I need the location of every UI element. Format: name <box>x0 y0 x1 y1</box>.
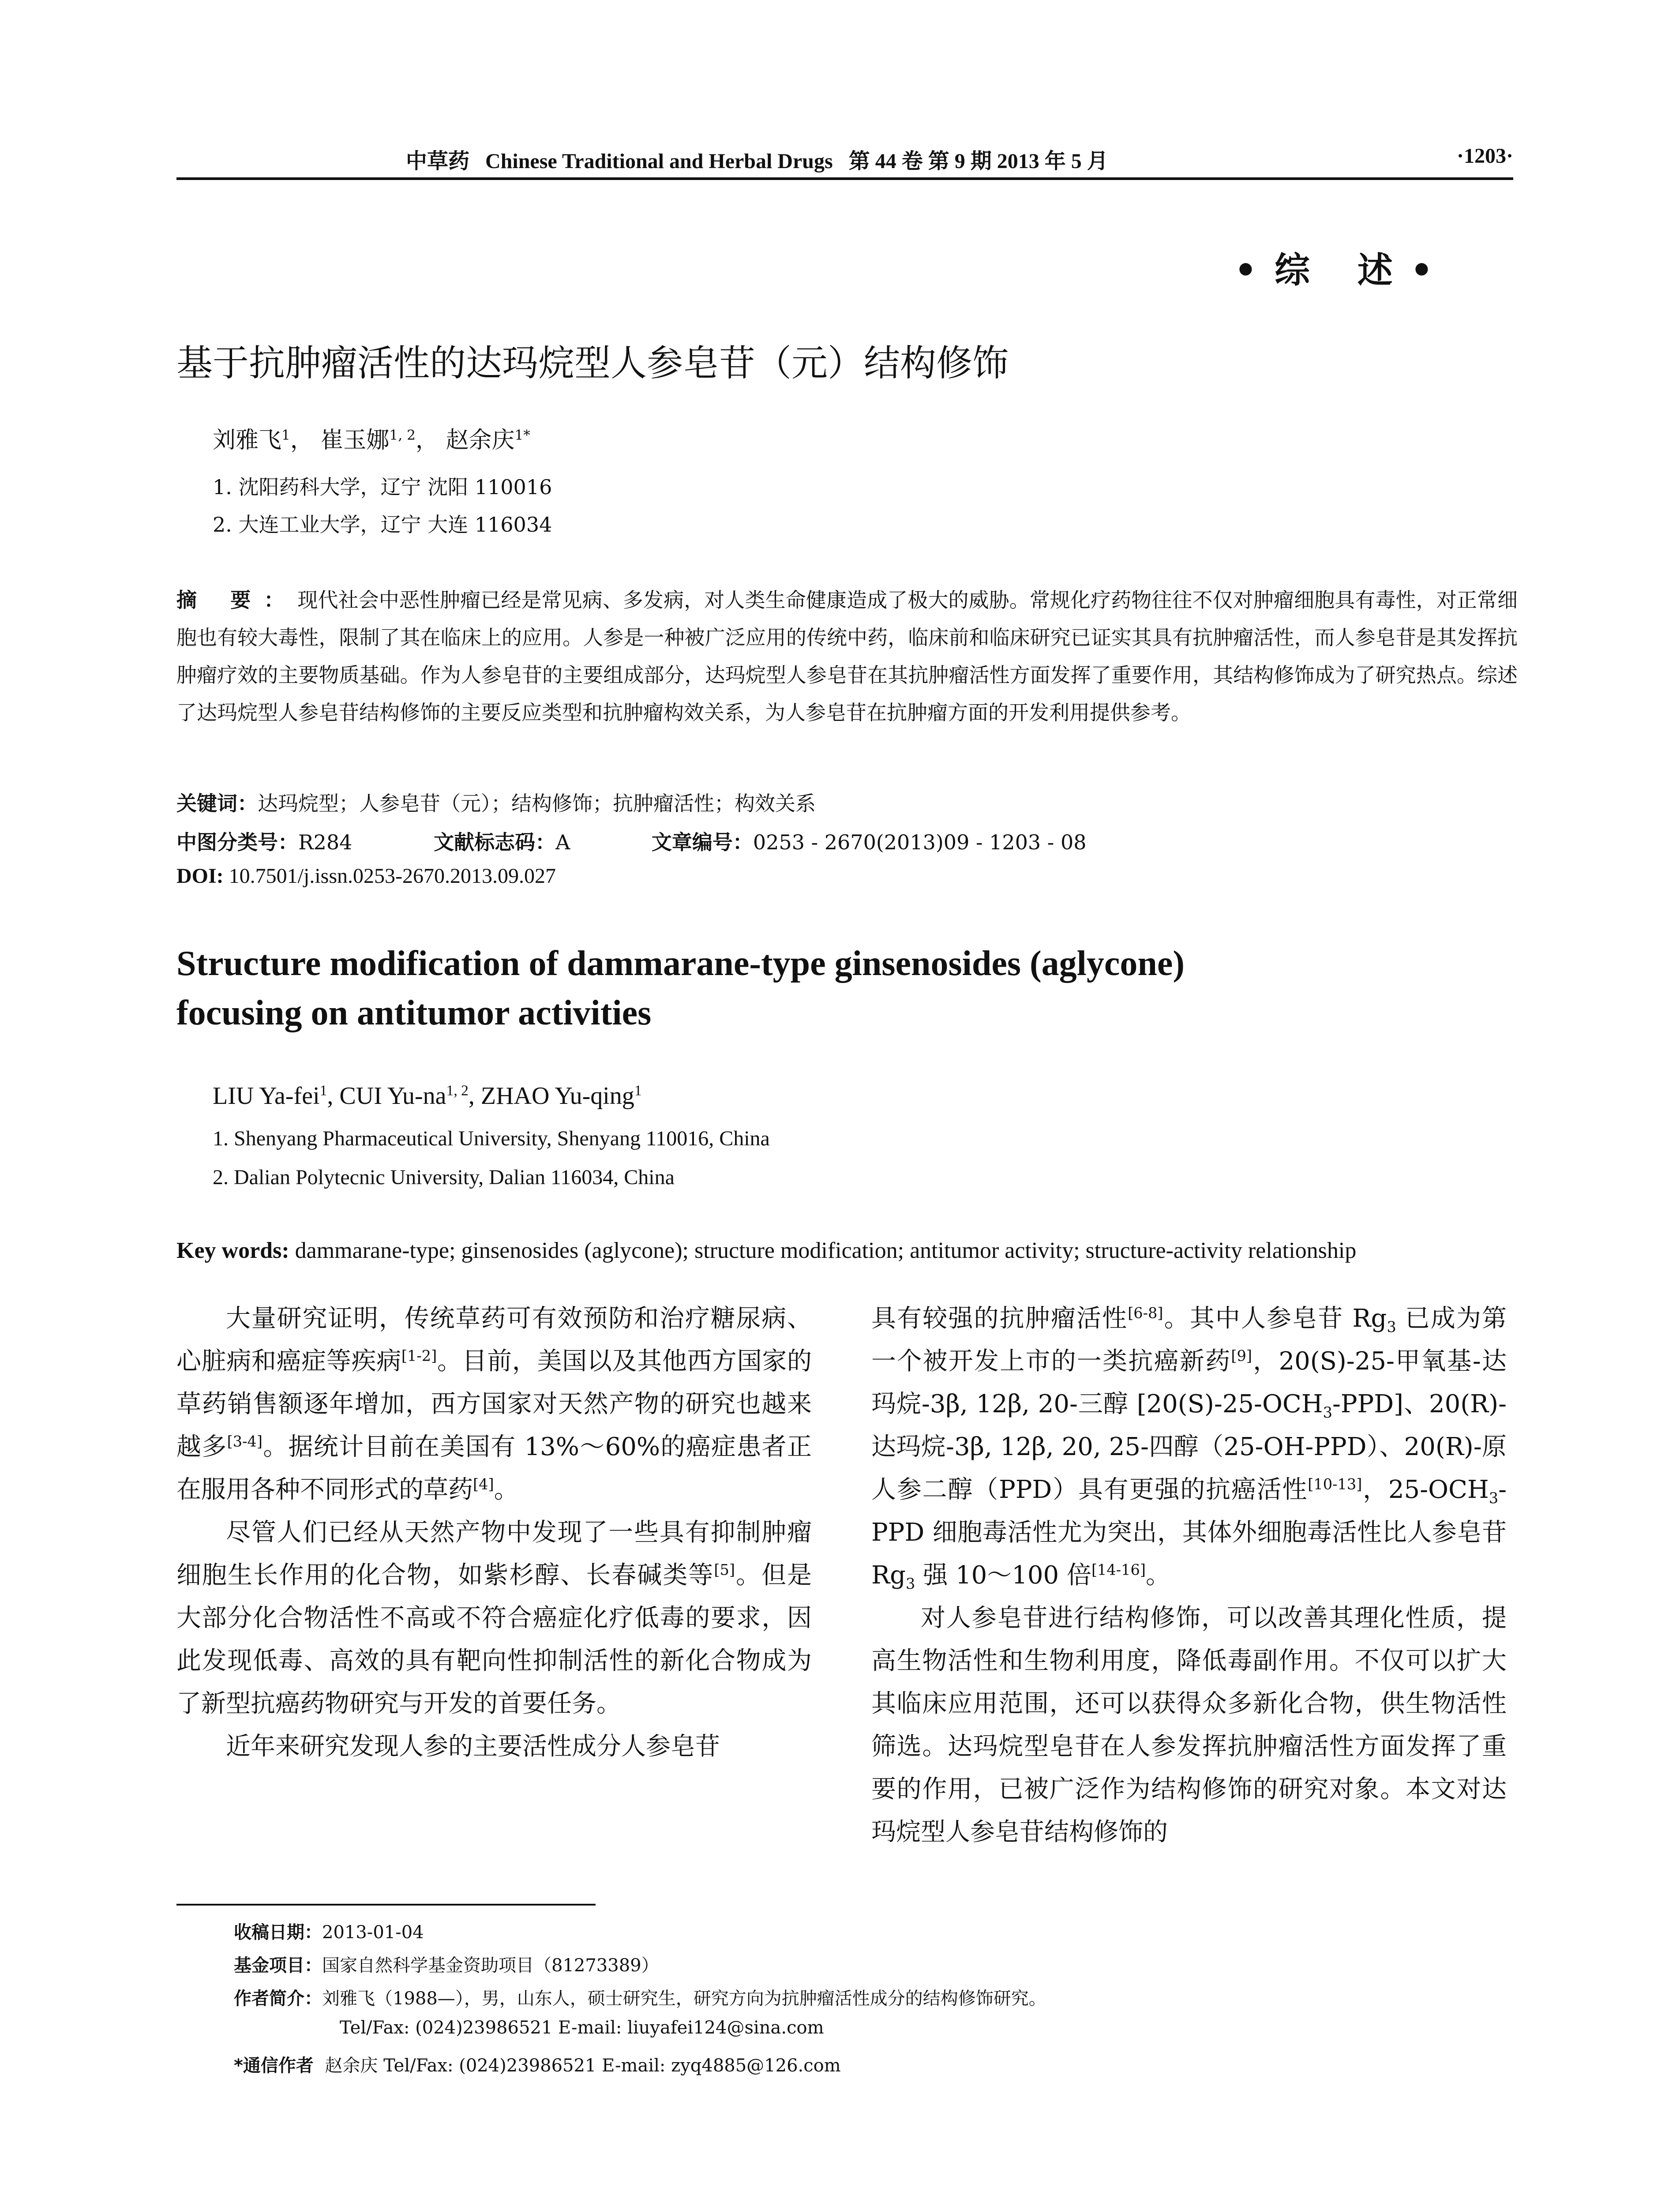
doc-code-value: A <box>555 830 570 854</box>
journal-name-en: Chinese Traditional and Herbal Drugs <box>485 150 833 173</box>
citation[interactable]: [9] <box>1231 1347 1252 1365</box>
author-name: 刘雅飞 <box>213 427 282 454</box>
body-paragraph: 大量研究证明，传统草药可有效预防和治疗糖尿病、心脏病和癌症等疾病[1-2]。目前，美国以及其他西方国家的草药销售额逐年增加，西方国家对天然产物的研究也越来越多[3-4]。据统计目前在美国有 13%～60%的癌症患者正在服用各种不同形式的草药[4]。 <box>176 1304 812 1504</box>
title-en <box>176 939 1185 1038</box>
keywords-label: 关键词： <box>176 792 258 815</box>
author-affiliation-mark: 1, 2 <box>446 1082 469 1099</box>
keywords-text: 达玛烷型；人参皂苷（元）；结构修饰；抗肿瘤活性；构效关系 <box>258 792 816 815</box>
author-name: LIU Ya-fei <box>213 1082 320 1110</box>
author-name: CUI Yu-na <box>339 1082 446 1110</box>
keywords-en-label: Key words: <box>176 1238 289 1263</box>
clc-label: 中图分类号： <box>176 830 298 854</box>
body-paragraph: 尽管人们已经从天然产物中发现了一些具有抑制肿瘤细胞生长作用的化合物，如紫杉醇、长春碱类等[5]。但是大部分化合物活性不高或不符合癌症化疗低毒的要求，因此发现低毒、高效的具有靶向性抑制活性的新化合物成为了新型抗癌药物研究与开发的首要任务。 <box>176 1518 812 1718</box>
affiliation-en: 1. Shenyang Pharmaceutical University, Shenyang 110016, China <box>213 1127 770 1150</box>
author-affiliation-mark: 1 <box>281 427 290 443</box>
citation[interactable]: [6-8] <box>1128 1304 1163 1322</box>
keywords-en <box>176 1238 1356 1264</box>
author-affiliation-mark: 1 <box>319 1082 327 1099</box>
author-name: 赵余庆 <box>446 427 515 454</box>
keywords-cn <box>176 788 816 817</box>
citation[interactable]: [10-13] <box>1308 1475 1362 1493</box>
citation[interactable]: [5] <box>714 1561 735 1579</box>
author-name: 崔玉娜 <box>320 427 390 454</box>
footnote-received: 收稿日期：2013-01-04 <box>234 1922 424 1943</box>
abstract-text: 现代社会中恶性肿瘤已经是常见病、多发病，对人类生命健康造成了极大的威胁。常规化疗药物往往不仅对肿瘤细胞具有毒性，对正常细胞也有较大毒性，限制了其在临床上的应用。人参是一种被广泛应用的传统中药，临床前和临床研究已证实其具有抗肿瘤活性，而人参皂苷是其发挥抗肿瘤疗效的主要物质基础。作为人参皂苷的主要组成部分，达玛烷型人参皂苷在其抗肿瘤活性方面发挥了重要作用，其结构修饰成为了研究热点。综述了达玛烷型人参皂苷结构修饰的主要反应类型和抗肿瘤构效关系，为人参皂苷在抗肿瘤方面的开发利用提供参考。 <box>176 588 1518 724</box>
author-name: ZHAO Yu-qing <box>480 1082 634 1110</box>
body-column-left <box>176 1297 812 1768</box>
affiliation-cn: 1. 沈阳药科大学，辽宁 沈阳 110016 <box>213 475 552 499</box>
body-column-right <box>871 1297 1507 1853</box>
title-cn: 基于抗肿瘤活性的达玛烷型人参皂苷（元）结构修饰 <box>176 342 1009 384</box>
affiliation-cn: 2. 大连工业大学，辽宁 大连 116034 <box>213 513 552 536</box>
authors-cn: 刘雅飞$^1$， 崔玉娜$^{1, 2}$， 赵余庆$^{1*}$ <box>213 427 530 454</box>
footnote-author: 作者简介：刘雅飞（1988—），男，山东人，硕士研究生，研究方向为抗肿瘤活性成分的结构修饰研究。 <box>234 1988 1046 2009</box>
doc-code-label: 文献标志码： <box>434 830 556 854</box>
authors-en: LIU Ya-fei$^1$, CUI Yu-na$^{1, 2}$, ZHAO Yu-qing$^1$ <box>213 1082 642 1110</box>
citation[interactable]: [14-16] <box>1091 1561 1146 1579</box>
author-affiliation-mark: 1* <box>514 427 530 443</box>
keywords-en-text: dammarane-type; ginsenosides (aglycone); structure modification; antitumor activity; structure-activity relationship <box>295 1238 1357 1263</box>
author-affiliation-mark: 1, 2 <box>389 427 416 443</box>
citation[interactable]: [1-2] <box>401 1347 437 1365</box>
article-number-label: 文章编号： <box>651 830 753 854</box>
running-head-journal <box>406 144 1108 174</box>
running-head <box>176 140 1513 176</box>
citation[interactable]: [4] <box>473 1475 494 1493</box>
journal-name-cn: 中草药 <box>406 150 470 173</box>
body-paragraph: 对人参皂苷进行结构修饰，可以改善其理化性质，提高生物活性和生物利用度，降低毒副作用。不仅可以扩大其临床应用范围，还可以获得众多新化合物，供生物活性筛选。达玛烷型皂苷在人参发挥抗肿瘤活性方面发挥了重要的作用，已被广泛作为结构修饰的研究对象。本文对达玛烷型人参皂苷结构修饰的 <box>871 1604 1507 1846</box>
author-affiliation-mark: 1 <box>634 1082 642 1099</box>
doi-line <box>176 864 556 888</box>
footnote-author-contact: Tel/Fax: (024)23986521 E-mail: liuyafei124@sina.com <box>340 2018 824 2038</box>
body-paragraph: 具有较强的抗肿瘤活性[6-8]。其中人参皂苷 $Rg_3$ 已成为第一个被开发上市的一类抗癌新药[9]，20(S)-25-甲氧基-达玛烷-3β, 12β, 20-三醇 $[20(S)-25-OCH_3-PPD]$、20(R)-达玛烷-3β, 12β, 20, 25-四醇（25-OH-PPD）、20(R)-原人参二醇（PPD）具有更强的抗癌活性[10-13]，$25-OCH_3$-PPD 细胞毒活性尤为突出，其体外细胞毒活性比人参皂苷 $Rg_3$ 强 10～100 倍[14-16]。 <box>871 1304 1507 1593</box>
section-label: •综 述• <box>1234 250 1451 291</box>
title-en-line: focusing on antitumor activities <box>176 994 652 1032</box>
doi-label: DOI: <box>176 864 224 888</box>
clc-value: R284 <box>298 830 352 854</box>
footnote-rule <box>176 1904 596 1906</box>
header-rule <box>176 177 1513 180</box>
abstract-cn <box>176 582 1518 732</box>
abstract-label: 摘 要： <box>176 588 298 612</box>
title-en-line: Structure modification of dammarane-type ginsenosides (aglycone) <box>176 944 1185 983</box>
classification-line <box>176 826 1087 855</box>
article-number-value: 0253 - 2670(2013)09 - 1203 - 08 <box>753 830 1087 854</box>
doi-value[interactable]: 10.7501/j.issn.0253-2670.2013.09.027 <box>229 864 556 888</box>
citation[interactable]: [3-4] <box>227 1433 262 1450</box>
footnote-fund: 基金项目：国家自然科学基金资助项目（81273389） <box>234 1955 659 1976</box>
page-number: ·1203· <box>1456 144 1513 168</box>
journal-issue: 第 44 卷 第 9 期 2013 年 5 月 <box>848 150 1108 173</box>
affiliation-en: 2. Dalian Polytecnic University, Dalian 116034, China <box>213 1166 675 1189</box>
body-paragraph: 近年来研究发现人参的主要活性成分人参皂苷 <box>226 1732 720 1761</box>
footnote-corresponding: *通信作者 赵余庆 Tel/Fax: (024)23986521 E-mail: zyq4885@126.com <box>234 2056 841 2076</box>
